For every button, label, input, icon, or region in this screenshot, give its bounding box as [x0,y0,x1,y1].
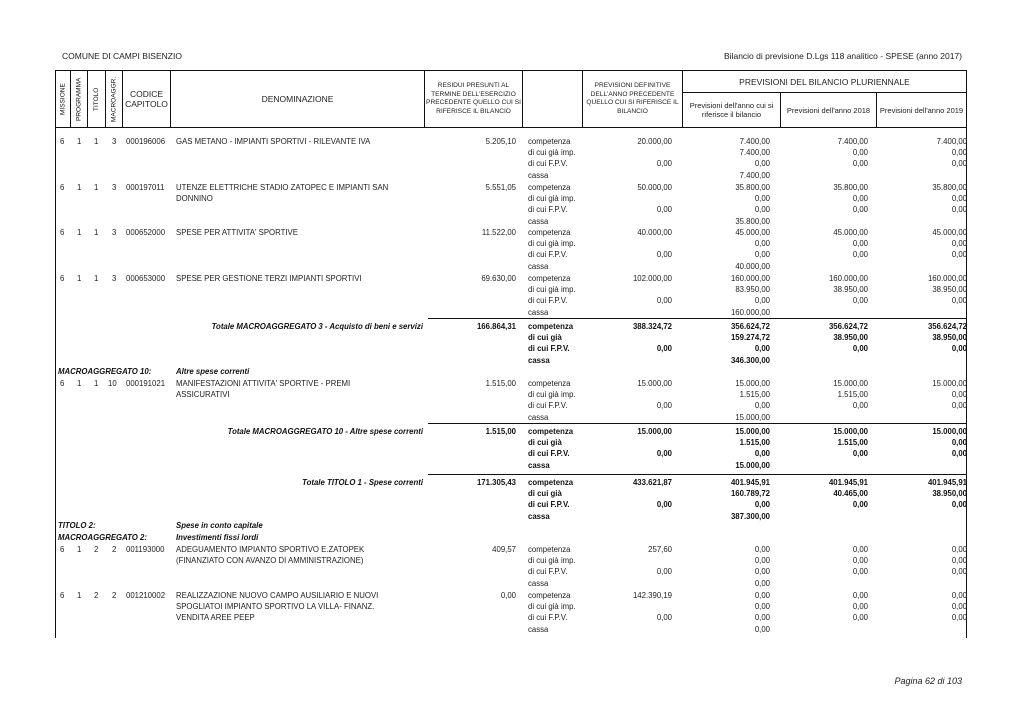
label-competenza: competenza [528,379,571,388]
codice-capitolo: 000652000 [126,228,166,237]
cassa-value: 387.300,00 [730,511,770,521]
label-competenza: competenza [528,228,571,237]
fpv-value: 0,00 [951,159,967,169]
denominazione-text: REALIZZAZIONE NUOVO CAMPO AUSILIARIO E NUOVI [176,591,379,600]
titolo-value: 1 [94,379,99,388]
label-gia-imp: di cui già imp. [528,148,576,158]
gia-imp-value: 1.515,00 [739,390,770,400]
competenza-value: 356.624,72 [927,322,967,331]
prev-definitive-value: 102.000,00 [632,274,672,283]
macroaggr-value: 3 [112,183,117,192]
label-competenza: competenza [528,183,571,192]
gia-imp-value: 0,00 [951,194,967,204]
titolo-value: 2 [94,545,99,554]
fpv-value: 0,00 [951,250,967,260]
prev-fpv-value: 0,00 [656,159,672,169]
fpv-value: 0,00 [754,500,770,510]
missione-value: 6 [60,137,65,146]
codice-capitolo: 000653000 [126,274,166,283]
fpv-value: 0,00 [852,500,868,510]
denominazione-text: ASSICURATIVI [176,390,230,400]
label-gia-imp: di cui già imp. [528,285,576,295]
col-codice: CODICE CAPITOLO [125,89,168,109]
label-cassa: cassa [528,511,550,521]
missione-value: 6 [60,183,65,192]
header-entity-name: COMUNE DI CAMPI BISENZIO [62,51,182,61]
label-fpv: di cui F.P.V. [528,613,568,623]
titolo-value: 2 [94,591,99,600]
total-residui: 171.305,43 [476,478,516,487]
fpv-value: 0,00 [852,250,868,260]
programma-value: 1 [77,183,82,192]
col-programma: PROGRAMMA [75,77,83,121]
gia-imp-value: 1.515,00 [837,390,868,400]
macroaggr-value: 3 [112,137,117,146]
label-fpv: di cui F.P.V. [528,250,568,260]
competenza-value: 35.800,00 [833,183,868,192]
prev-definitive-value: 40.000,00 [637,228,672,237]
gia-imp-value: 0,00 [951,556,967,566]
residui-value: 69.630,00 [481,274,516,283]
gia-imp-value: 40.465,00 [833,489,868,499]
total-residui: 166.864,31 [476,322,516,331]
cassa-value: 15.000,00 [735,460,770,470]
cassa-value: 7.400,00 [739,170,770,180]
label-fpv: di cui F.P.V. [528,344,570,354]
fpv-value: 0,00 [754,344,770,354]
cassa-value: 40.000,00 [735,261,770,271]
label-gia-imp: di cui già [528,438,562,448]
prev-definitive-value: 433.621,87 [632,478,672,487]
label-competenza: competenza [528,545,571,554]
competenza-value: 15.000,00 [833,379,868,388]
gia-imp-value: 83.950,00 [735,285,770,295]
prev-fpv-value: 0,00 [656,250,672,260]
fpv-value: 0,00 [852,296,868,306]
fpv-value: 0,00 [951,344,967,354]
competenza-value: 45.000,00 [833,228,868,237]
residui-value: 5.551,05 [485,183,516,192]
section-label: TITOLO 2: [58,521,96,530]
competenza-value: 160.000,00 [828,274,868,283]
fpv-value: 0,00 [754,159,770,169]
gia-imp-value: 0,00 [754,239,770,249]
gia-imp-value: 38.950,00 [932,489,967,499]
total-label: Totale TITOLO 1 - Spese correnti [302,478,423,487]
programma-value: 1 [77,591,82,600]
col-titolo: TITOLO [93,87,100,111]
gia-imp-value: 38.950,00 [833,333,868,343]
competenza-value: 15.000,00 [833,427,868,436]
prev-fpv-value: 0,00 [656,296,672,306]
gia-imp-value: 0,00 [852,148,868,158]
label-gia-imp: di cui già imp. [528,239,576,249]
cassa-value: 160.000,00 [730,307,770,317]
prev-definitive-value: 388.324,72 [632,322,672,331]
programma-value: 1 [77,274,82,283]
titolo-value: 1 [94,228,99,237]
prev-definitive-value: 15.000,00 [637,427,672,436]
label-competenza: competenza [528,137,571,146]
label-fpv: di cui F.P.V. [528,401,568,411]
label-cassa: cassa [528,578,549,588]
competenza-value: 0,00 [754,591,770,600]
prev-definitive-value: 50.000,00 [637,183,672,192]
denominazione-text: MANIFESTAZIONI ATTIVITA' SPORTIVE - PREMI [176,379,351,388]
gia-imp-value: 0,00 [852,556,868,566]
competenza-value: 15.000,00 [932,379,967,388]
prev-fpv-value: 0,00 [656,401,672,411]
fpv-value: 0,00 [852,567,868,577]
page-number: Pagina 62 di 103 [894,676,962,686]
competenza-value: 0,00 [754,545,770,554]
section-label: MACROAGGREGATO 10: [58,367,152,376]
cassa-value: 0,00 [754,624,770,634]
codice-capitolo: 000191021 [126,379,166,388]
label-cassa: cassa [528,412,549,422]
missione-value: 6 [60,545,65,554]
competenza-value: 401.945,91 [828,478,868,487]
col-anno-2018: Previsioni dell'anno 2018 [786,105,871,115]
programma-value: 1 [77,137,82,146]
col-prev-definitive: PREVISIONI DEFINITIVE DELL'ANNO PRECEDENTE QUELLO CUI SI RIFERISCE IL BILANCIO [586,82,679,115]
gia-imp-value: 0,00 [951,390,967,400]
residui-value: 409,57 [492,545,516,554]
competenza-value: 35.800,00 [735,183,770,192]
total-label: Totale MACROAGGREGATO 10 - Altre spese correnti [227,427,423,436]
competenza-value: 15.000,00 [735,379,770,388]
gia-imp-value: 0,00 [754,602,770,612]
titolo-value: 1 [94,274,99,283]
competenza-value: 401.945,91 [730,478,770,487]
denominazione-text: VENDITA AREE PEEP [176,613,255,623]
cassa-value: 346.300,00 [730,355,770,365]
label-cassa: cassa [528,216,549,226]
col-anno-2019: Previsioni dell'anno 2019 [879,105,964,115]
fpv-value: 0,00 [852,205,868,215]
competenza-value: 0,00 [852,591,868,600]
gia-imp-value: 0,00 [852,194,868,204]
label-cassa: cassa [528,460,550,470]
col-macroaggr: MACROAGGR. [110,76,118,122]
fpv-value: 0,00 [852,401,868,411]
competenza-value: 15.000,00 [735,427,770,436]
label-cassa: cassa [528,261,549,271]
gia-imp-value: 0,00 [754,556,770,566]
fpv-value: 0,00 [852,613,868,623]
section-description: Investimenti fissi lordi [176,533,259,542]
prev-fpv-value: 0,00 [656,500,672,510]
competenza-value: 160.000,00 [730,274,770,283]
competenza-value: 0,00 [852,545,868,554]
gia-imp-value: 0,00 [754,194,770,204]
titolo-value: 1 [94,183,99,192]
fpv-value: 0,00 [951,449,967,459]
competenza-value: 45.000,00 [735,228,770,237]
fpv-value: 0,00 [754,449,770,459]
label-cassa: cassa [528,170,549,180]
macroaggr-value: 10 [108,379,117,388]
total-separator [428,474,967,475]
label-fpv: di cui F.P.V. [528,449,570,459]
denominazione-text: UTENZE ELETTRICHE STADIO ZATOPEC E IMPIANTI SAN [176,183,389,192]
section-description: Spese in conto capitale [176,521,263,530]
fpv-value: 0,00 [951,500,967,510]
codice-capitolo: 000197011 [126,183,165,192]
col-anno-corrente: Previsioni dell'anno cui si riferisce il bilancio [689,101,774,119]
label-cassa: cassa [528,355,550,365]
gia-imp-value: 0,00 [951,239,967,249]
denominazione-text: SPOGLIATOI IMPIANTO SPORTIVO LA VILLA- FINANZ. [176,602,375,612]
label-fpv: di cui F.P.V. [528,159,568,169]
label-gia-imp: di cui già [528,489,562,499]
competenza-value: 35.800,00 [932,183,967,192]
gia-imp-value: 38.950,00 [833,285,868,295]
prev-definitive-value: 257,60 [648,545,672,554]
prev-definitive-value: 20.000,00 [637,137,672,146]
macroaggr-value: 3 [112,228,117,237]
fpv-value: 0,00 [754,567,770,577]
total-label: Totale MACROAGGREGATO 3 - Acquisto di beni e servizi [211,322,423,331]
competenza-value: 0,00 [951,591,967,600]
residui-value: 11.522,00 [481,228,516,237]
competenza-value: 15.000,00 [932,427,967,436]
col-residui: RESIDUI PRESUNTI AL TERMINE DELL'ESERCIZIO PRECEDENTE QUELLO CUI SI RIFERISCE IL BILANCIO [426,82,521,115]
total-residui: 1.515,00 [485,427,516,436]
competenza-value: 7.400,00 [837,137,868,146]
label-cassa: cassa [528,624,549,634]
col-pluriennale: PREVISIONI DEL BILANCIO PLURIENNALE [739,76,910,87]
competenza-value: 0,00 [951,545,967,554]
programma-value: 1 [77,228,82,237]
fpv-value: 0,00 [754,296,770,306]
gia-imp-value: 159.274,72 [730,333,770,343]
codice-capitolo: 000196006 [126,137,166,146]
gia-imp-value: 38.950,00 [932,333,967,343]
denominazione-text: ADEGUAMENTO IMPIANTO SPORTIVO E.ZATOPEK [176,545,365,554]
gia-imp-value: 1.515,00 [739,438,770,448]
label-fpv: di cui F.P.V. [528,500,570,510]
missione-value: 6 [60,274,65,283]
label-fpv: di cui F.P.V. [528,205,568,215]
macroaggr-value: 3 [112,274,117,283]
label-cassa: cassa [528,307,549,317]
gia-imp-value: 1.515,00 [837,438,868,448]
denominazione-text: SPESE PER ATTIVITA' SPORTIVE [176,228,298,237]
label-gia-imp: di cui già [528,333,562,343]
competenza-value: 160.000,00 [927,274,967,283]
prev-fpv-value: 0,00 [656,205,672,215]
prev-definitive-value: 15.000,00 [637,379,672,388]
prev-fpv-value: 0,00 [656,449,672,459]
label-competenza: competenza [528,274,571,283]
residui-value: 1.515,00 [485,379,516,388]
fpv-value: 0,00 [951,567,967,577]
competenza-value: 401.945,91 [927,478,967,487]
gia-imp-value: 160.789,72 [730,489,770,499]
codice-capitolo: 001210002 [126,591,166,600]
label-competenza: competenza [528,591,571,600]
gia-imp-value: 38.950,00 [932,285,967,295]
prev-definitive-value: 142.390,19 [632,591,672,600]
competenza-value: 356.624,72 [828,322,868,331]
col-missione: MISSIONE [59,83,67,115]
fpv-value: 0,00 [951,205,967,215]
gia-imp-value: 0,00 [951,438,967,448]
label-fpv: di cui F.P.V. [528,296,568,306]
programma-value: 1 [77,545,82,554]
missione-value: 6 [60,379,65,388]
missione-value: 6 [60,591,65,600]
label-competenza: competenza [528,322,574,331]
gia-imp-value: 0,00 [951,602,967,612]
table-header [55,70,967,128]
total-separator [428,423,967,424]
codice-capitolo: 001193000 [126,545,165,554]
label-gia-imp: di cui già imp. [528,602,576,612]
label-gia-imp: di cui già imp. [528,194,576,204]
fpv-value: 0,00 [951,401,967,411]
fpv-value: 0,00 [754,613,770,623]
macroaggr-value: 2 [112,545,117,554]
fpv-value: 0,00 [852,449,868,459]
fpv-value: 0,00 [754,401,770,411]
gia-imp-value: 0,00 [951,148,967,158]
residui-value: 0,00 [500,591,516,600]
denominazione-text: SPESE PER GESTIONE TERZI IMPIANTI SPORTIVI [176,274,362,283]
cassa-value: 35.800,00 [735,216,770,226]
cassa-value: 15.000,00 [735,412,770,422]
competenza-value: 45.000,00 [932,228,967,237]
fpv-value: 0,00 [852,159,868,169]
label-competenza: competenza [528,478,574,487]
fpv-value: 0,00 [852,344,868,354]
label-gia-imp: di cui già imp. [528,556,576,566]
residui-value: 5.205,10 [485,137,516,146]
prev-fpv-value: 0,00 [656,567,672,577]
macroaggr-value: 2 [112,591,117,600]
section-description: Altre spese correnti [176,367,250,376]
fpv-value: 0,00 [754,250,770,260]
prev-fpv-value: 0,00 [656,613,672,623]
competenza-value: 356.624,72 [730,322,770,331]
fpv-value: 0,00 [951,613,967,623]
section-label: MACROAGGREGATO 2: [58,533,147,542]
col-denominazione: DENOMINAZIONE [261,94,334,104]
competenza-value: 7.400,00 [936,137,967,146]
titolo-value: 1 [94,137,99,146]
competenza-value: 7.400,00 [739,137,770,146]
gia-imp-value: 0,00 [852,239,868,249]
label-fpv: di cui F.P.V. [528,567,568,577]
label-gia-imp: di cui già imp. [528,390,576,400]
gia-imp-value: 0,00 [852,602,868,612]
prev-fpv-value: 0,00 [656,344,672,354]
label-competenza: competenza [528,427,574,436]
cassa-value: 0,00 [754,578,770,588]
total-separator [428,318,967,319]
fpv-value: 0,00 [754,205,770,215]
header-report-title: Bilancio di previsione D.Lgs 118 analitico - SPESE (anno 2017) [724,51,962,61]
missione-value: 6 [60,228,65,237]
denominazione-text: GAS METANO - IMPIANTI SPORTIVI - RILEVANTE IVA [176,137,371,146]
fpv-value: 0,00 [951,296,967,306]
gia-imp-value: 7.400,00 [739,148,770,158]
denominazione-text: (FINANZIATO CON AVANZO DI AMMINISTRAZIONE) [176,556,364,566]
programma-value: 1 [77,379,82,388]
denominazione-text: DONNINO [176,194,213,204]
